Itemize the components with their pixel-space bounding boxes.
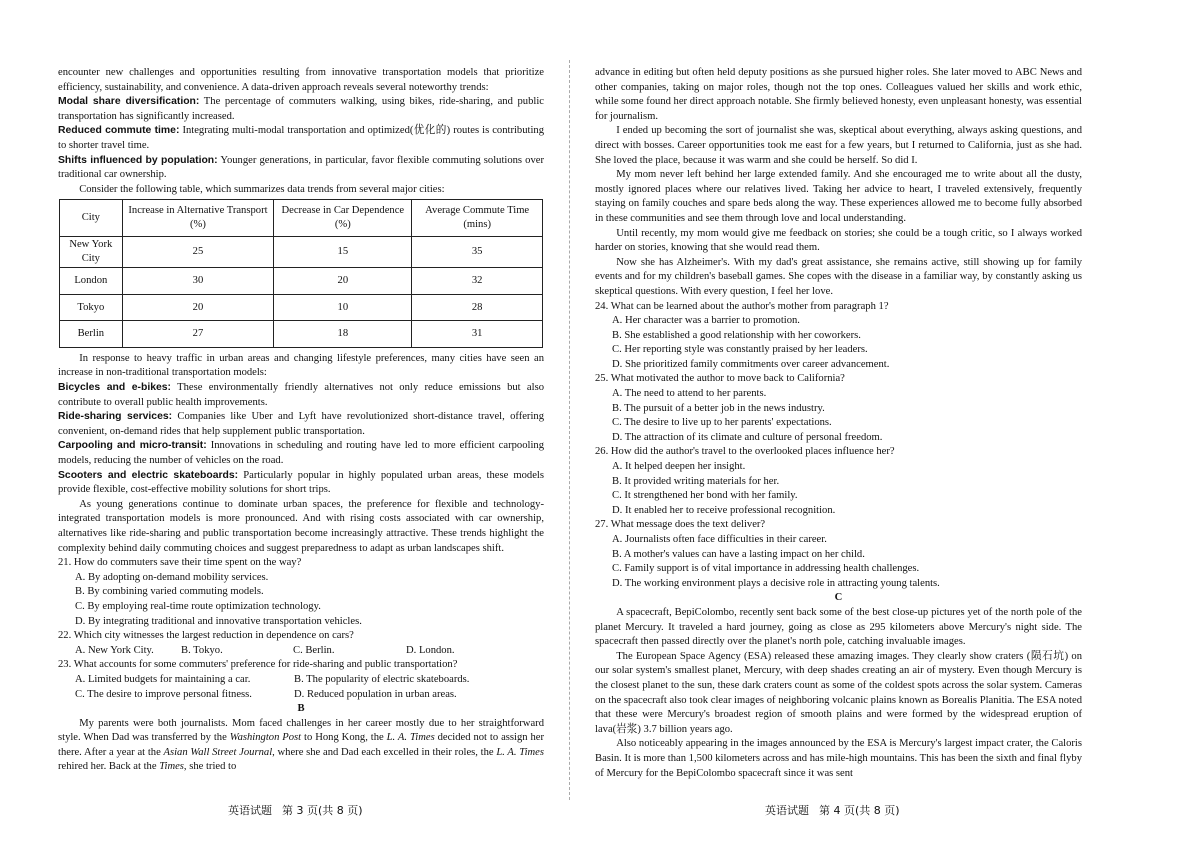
options-row — [75, 644, 544, 659]
option: B. The pursuit of a better job in the news industry. — [612, 402, 825, 414]
option: B. By combining varied commuting models. — [75, 586, 264, 598]
table-cell: 31 — [412, 321, 543, 348]
table-cell: 15 — [274, 237, 412, 268]
question-24: 24. What can be learned about the author's mother from paragraph 1? — [595, 300, 889, 312]
option: D. London. — [406, 644, 455, 656]
table-cell: Tokyo — [60, 294, 123, 321]
table-header: Increase in Alternative Transport (%) — [122, 200, 274, 237]
option: A. The need to attend to her parents. — [612, 388, 767, 400]
trend-item: Reduced commute time: Integrating multi-modal transportation and optimized(优化的) routes is contributing to shorter travel time. — [58, 125, 544, 151]
option: D. Reduced population in urban areas. — [294, 688, 457, 700]
option: C. The desire to improve personal fitness. — [75, 688, 252, 700]
question-27: 27. What message does the text deliver? — [595, 519, 766, 531]
option: B. A mother's values can have a lasting impact on her child. — [612, 548, 865, 560]
passage-b-paragraph: My parents were both journalists. Mom faced challenges in her career mostly due to her straightforward style. When Dad was transferred by the Washington Post to Hong Kong, the L. A. Times decided not to assign her there. After a year at the Asian Wall Street Journal, where she and Dad each excelled in their roles, the L. A. Times rehired her. Back at the Times, she tried to — [58, 717, 545, 773]
table-header: Average Commute Time (mins) — [412, 200, 543, 237]
option: C. The desire to live up to her parents' expectations. — [612, 417, 832, 429]
table-row — [60, 268, 543, 295]
option: B. She established a good relationship with her coworkers. — [612, 329, 861, 341]
city-data-table — [59, 199, 543, 348]
passage-c-paragraph: A spacecraft, BepiColombo, recently sent back some of the best close-up pictures yet of the north pole of the planet Mercury. It traveled a hard journey, going as close as 295 kilometers above Mercury's night side. The spacecraft then passed directly over the planet's north pole, catching invaluable images. — [595, 606, 1082, 648]
option: A. By adopting on-demand mobility services. — [75, 571, 269, 583]
option: D. It enabled her to receive professional recognition. — [612, 504, 836, 516]
intro-paragraph: encounter new challenges and opportunities resulting from innovative transportation models that prioritize efficiency, sustainability, and convenience. A data-driven approach reveals several noteworthy trends: — [58, 67, 544, 93]
table-cell: Berlin — [60, 321, 123, 348]
table-header: City — [60, 200, 123, 237]
page-footer-right — [765, 802, 910, 818]
model-item: Bicycles and e-bikes: These environmentally friendly alternatives not only reduce emissions but also contribute to overall public health improvements. — [58, 382, 544, 408]
page-divider — [569, 60, 570, 800]
option: C. It strengthened her bond with her family. — [612, 490, 798, 502]
option: C. Her reporting style was constantly praised by her leaders. — [612, 344, 868, 356]
young-generations-paragraph: As young generations continue to dominate urban spaces, the preference for flexible and technology-integrated transportation models is more pronounced. And with rising costs associated with car ownership, alternatives like ride-sharing and public transportation become increasingly attractive. These trends highlight the complexity behind daily commuting choices and suggest preparedness to adapt as urban landscapes shift. — [58, 498, 544, 554]
footer-subject: 英语试题 — [765, 804, 809, 817]
table-cell: 20 — [274, 268, 412, 295]
table-cell: 10 — [274, 294, 412, 321]
table-cell: London — [60, 268, 123, 295]
option: D. The attraction of its climate and culture of personal freedom. — [612, 431, 883, 443]
table-header-row — [60, 200, 543, 237]
table-cell: 32 — [412, 268, 543, 295]
option: D. By integrating traditional and innovative transportation vehicles. — [75, 615, 362, 627]
footer-page-number: 第 4 页(共 8 页) — [819, 804, 900, 817]
option: A. Journalists often face difficulties in their career. — [612, 534, 827, 545]
model-item: Scooters and electric skateboards: Particularly popular in highly populated urban areas, these models provide flexible, cost-effective mobility solutions for short trips. — [58, 469, 544, 496]
footer-page-number: 第 3 页(共 8 页) — [282, 804, 363, 817]
table-cell: 28 — [412, 294, 543, 321]
page-footer-left — [228, 802, 373, 818]
table-intro: Consider the following table, which summarizes data trends from several major cities: — [79, 183, 445, 195]
option: A. New York City. — [75, 644, 154, 656]
trend-item: Shifts influenced by population: Younger generations, in particular, favor flexible commuting solutions over traditional car ownership. — [58, 154, 544, 181]
section-c-heading: C — [834, 592, 843, 604]
options-grid — [75, 673, 544, 702]
option: B. Tokyo. — [181, 644, 223, 656]
table-row — [60, 321, 543, 348]
option: A. Her character was a barrier to promotion. — [612, 315, 800, 327]
right-page-column — [595, 66, 1082, 781]
table-cell: 20 — [122, 294, 274, 321]
question-26: 26. How did the author's travel to the overlooked places influence her? — [595, 446, 895, 458]
option: A. Limited budgets for maintaining a car. — [75, 673, 251, 685]
left-page-column — [58, 66, 544, 775]
option: C. Family support is of vital importance in addressing health challenges. — [612, 563, 920, 575]
table-cell: 35 — [412, 237, 543, 268]
option: A. It helped deepen her insight. — [612, 461, 746, 473]
table-cell: New York City — [60, 237, 123, 268]
trend-item: Modal share diversification: The percentage of commuters walking, using bikes, ride-sharing, and public transportation has significantly increased. — [58, 96, 544, 122]
table-row — [60, 237, 543, 268]
question-25: 25. What motivated the author to move back to California? — [595, 373, 845, 385]
table-cell: 27 — [122, 321, 274, 348]
section-b-heading: B — [297, 703, 305, 715]
option: D. She prioritized family commitments over career advancement. — [612, 358, 890, 370]
passage-b-paragraph: advance in editing but often held deputy positions as she pursued higher roles. She later moved to ABC News and other companies, taking on major roles, though not the top ones. Colleagues valued her skills and work ethic, while some found her direct approach notable. She firmly believed honesty, even unpleasant honesty, was essential for journalism. — [595, 67, 1082, 122]
option: C. Berlin. — [293, 644, 335, 656]
passage-b-paragraph: I ended up becoming the sort of journalist she was, skeptical about everything, always asking questions, and direct with bosses. Career opportunities took me east for a few years, but I returned to California, just as she had. She loved the place, because it was warm and she could be herself. So did I. — [595, 125, 1082, 166]
table-cell: 25 — [122, 237, 274, 268]
model-item: Ride-sharing services: Companies like Uber and Lyft have revolutionized short-distance travel, offering convenient, on-demand rides that help supplement public transportation. — [58, 411, 544, 437]
option: B. The popularity of electric skateboards. — [294, 673, 470, 685]
response-paragraph: In response to heavy traffic in urban areas and changing lifestyle preferences, many cities have seen an increase in non-traditional transportation models: — [58, 352, 544, 379]
question-22: 22. Which city witnesses the largest reduction in dependence on cars? — [58, 630, 354, 642]
passage-b-paragraph: Now she has Alzheimer's. With my dad's great assistance, she remains active, still showing up for family events and for my children's baseball games. She copes with the disease in a familiar way, by constantly asking us skeptical questions. With every question, I feel her love. — [595, 256, 1082, 297]
table-cell: 18 — [274, 321, 412, 348]
question-23: 23. What accounts for some commuters' preference for ride-sharing and public transportation? — [58, 659, 458, 671]
option: B. It provided writing materials for her. — [612, 475, 780, 487]
passage-c-paragraph: The European Space Agency (ESA) released these amazing images. They clearly show craters (陨石坑) on our solar system's smallest planet, Mercury, with deep shades creating an air of mystery. Even though Mercury is the closest planet to the sun, these dark craters count as some of the coldest spots across the solar system. Cameras on the spacecraft also took clear images of neighboring volcanic plains known as Borealis Planitia. The ESA noted that these were Mercury's broadest region of smooth plains and were formed by the widespread eruption of lava(岩浆) 3.7 billion years ago. — [595, 650, 1082, 735]
passage-b-paragraph: My mom never left behind her large extended family. And she encouraged me to write about all the dusty, mostly ignored places where our relatives lived. Taking her advice to heart, I traveled extensively, frequently staying on family couches and spare beds along the way. These experiences allowed me to become fully absorbed in these communities and see them through love and local understanding. — [595, 169, 1082, 224]
footer-subject: 英语试题 — [228, 804, 272, 817]
table-row — [60, 294, 543, 321]
table-cell: 30 — [122, 268, 274, 295]
question-21: 21. How do commuters save their time spent on the way? — [58, 557, 302, 569]
model-item: Carpooling and micro-transit: Innovations in scheduling and routing have led to more efficient carpooling models, reducing the number of vehicles on the road. — [58, 440, 544, 466]
option: C. By employing real-time route optimization technology. — [75, 600, 321, 612]
passage-c-paragraph: Also noticeably appearing in the images announced by the ESA is Mercury's largest impact crater, the Caloris Basin. It is more than 1,500 kilometers across and has mile-high mountains. This has been the sixth and final flyby of Mercury for the BepiColombo spacecraft since it was sent — [595, 738, 1082, 779]
option: D. The working environment plays a decisive role in attracting young talents. — [612, 577, 940, 589]
table-header: Decrease in Car Dependence (%) — [274, 200, 412, 237]
passage-b-paragraph: Until recently, my mom would give me feedback on stories; she could be a tough critic, so I always worked harder on stories, knowing that she would read them. — [595, 227, 1082, 254]
